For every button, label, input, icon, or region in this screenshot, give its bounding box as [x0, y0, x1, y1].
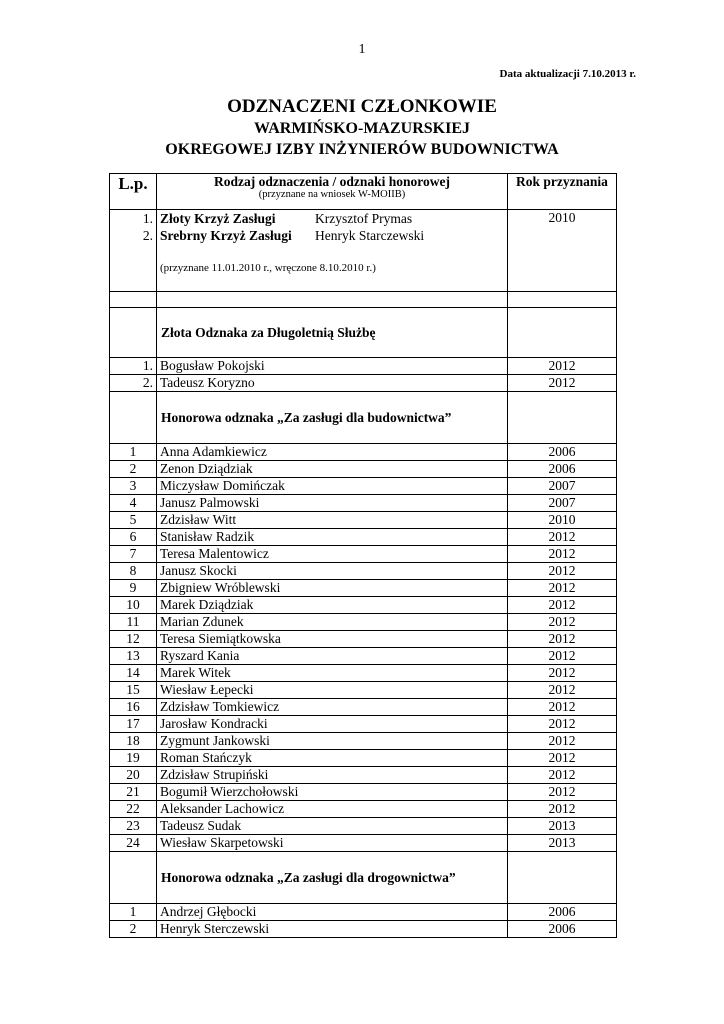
- row-year: 2012: [508, 733, 617, 750]
- row-year: 2007: [508, 495, 617, 512]
- row-name: Henryk Sterczewski: [157, 921, 508, 938]
- row-year: 2012: [508, 699, 617, 716]
- row-year: 2012: [508, 614, 617, 631]
- cross-lp-1: 1.: [142, 211, 153, 226]
- row-year: 2012: [508, 580, 617, 597]
- cross-lp-2: 2.: [142, 228, 153, 243]
- row-number: 12: [110, 631, 157, 648]
- column-header-type-note: (przyznane na wniosek W-MOIIB): [258, 189, 406, 200]
- row-number: 21: [110, 784, 157, 801]
- cross-person: Krzysztof Prymas: [315, 211, 413, 226]
- row-number: 16: [110, 699, 157, 716]
- row-name: Jarosław Kondracki: [157, 716, 508, 733]
- table-row: [110, 904, 617, 921]
- row-name: Zbigniew Wróblewski: [157, 580, 508, 597]
- table-row: [110, 546, 617, 563]
- row-year: 2012: [508, 750, 617, 767]
- row-year: 2012: [508, 529, 617, 546]
- row-year: 2012: [508, 597, 617, 614]
- column-header-year: Rok przyznania: [508, 174, 617, 210]
- row-number: 14: [110, 665, 157, 682]
- row-year: 2012: [508, 801, 617, 818]
- row-number: 2.: [110, 375, 157, 392]
- table-row: [110, 750, 617, 767]
- row-year: 2012: [508, 665, 617, 682]
- table-row: [110, 818, 617, 835]
- cross-award-cell: [157, 210, 508, 292]
- column-header-type: [157, 174, 508, 210]
- page-number: 1: [358, 42, 366, 57]
- table-header-row: [110, 174, 617, 210]
- row-name: Aleksander Lachowicz: [157, 801, 508, 818]
- row-name: Stanisław Radzik: [157, 529, 508, 546]
- row-year: 2012: [508, 375, 617, 392]
- row-number: 17: [110, 716, 157, 733]
- row-name: Zdzisław Witt: [157, 512, 508, 529]
- row-year: 2012: [508, 546, 617, 563]
- row-name: Roman Stańczyk: [157, 750, 508, 767]
- row-name: Tadeusz Koryzno: [157, 375, 508, 392]
- row-number: 15: [110, 682, 157, 699]
- row-name: Zdzisław Tomkiewicz: [157, 699, 508, 716]
- row-number: 5: [110, 512, 157, 529]
- table-row: [110, 461, 617, 478]
- table-row: [110, 716, 617, 733]
- table-row: [110, 580, 617, 597]
- cross-year: 2010: [508, 210, 617, 292]
- table-row: [110, 444, 617, 461]
- row-year: 2006: [508, 904, 617, 921]
- table-row: [110, 835, 617, 852]
- cross-of-merit-row: [110, 210, 617, 292]
- row-number: 18: [110, 733, 157, 750]
- row-year: 2006: [508, 921, 617, 938]
- row-number: 1: [110, 444, 157, 461]
- row-name: Andrzej Głębocki: [157, 904, 508, 921]
- row-number: 13: [110, 648, 157, 665]
- column-header-type-label: Rodzaj odznaczenia / odznaki honorowej: [213, 174, 450, 189]
- row-year: 2012: [508, 784, 617, 801]
- row-year: 2012: [508, 631, 617, 648]
- row-number: 4: [110, 495, 157, 512]
- table-row: [110, 614, 617, 631]
- cross-award-note: (przyznane 11.01.2010 r., wręczone 8.10.2010 r.): [160, 262, 376, 274]
- row-name: Wiesław Skarpetowski: [157, 835, 508, 852]
- row-number: 1.: [110, 358, 157, 375]
- row-name: Bogumił Wierzchołowski: [157, 784, 508, 801]
- row-number: 10: [110, 597, 157, 614]
- row-number: 6: [110, 529, 157, 546]
- table-row: [110, 358, 617, 375]
- row-name: Marian Zdunek: [157, 614, 508, 631]
- row-year: 2012: [508, 767, 617, 784]
- row-year: 2010: [508, 512, 617, 529]
- row-number: 3: [110, 478, 157, 495]
- row-name: Ryszard Kania: [157, 648, 508, 665]
- row-name: Zygmunt Jankowski: [157, 733, 508, 750]
- table-row: [110, 767, 617, 784]
- row-number: 2: [110, 461, 157, 478]
- row-year: 2006: [508, 444, 617, 461]
- section-header-construction: [110, 392, 617, 444]
- cross-award-name: Srebrny Krzyż Zasługi: [160, 228, 292, 243]
- section-title-construction: Honorowa odznaka „Za zasługi dla budownictwa”: [157, 392, 508, 444]
- update-date: Data aktualizacji 7.10.2013 r.: [499, 68, 636, 80]
- row-year: 2012: [508, 682, 617, 699]
- table-row: [110, 682, 617, 699]
- row-name: Tadeusz Sudak: [157, 818, 508, 835]
- table-row: [110, 597, 617, 614]
- page-subtitle-region: WARMIŃSKO-MAZURSKIEJ: [253, 120, 470, 137]
- table-row: [110, 478, 617, 495]
- table-row: [110, 801, 617, 818]
- table-row: [110, 648, 617, 665]
- row-number: 22: [110, 801, 157, 818]
- row-number: 23: [110, 818, 157, 835]
- row-year: 2012: [508, 716, 617, 733]
- cross-entry: [160, 227, 504, 244]
- table-row: [110, 921, 617, 938]
- cross-lp-cell: [110, 210, 157, 292]
- page-title: ODZNACZENI CZŁONKOWIE: [227, 96, 497, 117]
- row-number: 20: [110, 767, 157, 784]
- table-row: [110, 665, 617, 682]
- row-number: 9: [110, 580, 157, 597]
- spacer-row: [110, 292, 617, 308]
- row-name: Teresa Siemiątkowska: [157, 631, 508, 648]
- row-name: Bogusław Pokojski: [157, 358, 508, 375]
- table-row: [110, 375, 617, 392]
- row-year: 2012: [508, 648, 617, 665]
- row-name: Teresa Malentowicz: [157, 546, 508, 563]
- cross-entry: [160, 210, 504, 227]
- page-subtitle-chamber: OKREGOWEJ IZBY INŻYNIERÓW BUDOWNICTWA: [165, 141, 559, 158]
- table-row: [110, 784, 617, 801]
- row-number: 11: [110, 614, 157, 631]
- row-name: Anna Adamkiewicz: [157, 444, 508, 461]
- row-year: 2013: [508, 835, 617, 852]
- table-row: [110, 529, 617, 546]
- table-row: [110, 495, 617, 512]
- row-year: 2012: [508, 358, 617, 375]
- row-year: 2013: [508, 818, 617, 835]
- column-header-lp: L.p.: [110, 174, 157, 210]
- row-number: 19: [110, 750, 157, 767]
- row-name: Janusz Palmowski: [157, 495, 508, 512]
- row-year: 2012: [508, 563, 617, 580]
- row-name: Miczysław Domińczak: [157, 478, 508, 495]
- row-number: 8: [110, 563, 157, 580]
- row-name: Marek Witek: [157, 665, 508, 682]
- row-number: 2: [110, 921, 157, 938]
- table-row: [110, 631, 617, 648]
- table-row: [110, 563, 617, 580]
- section-header-roads: [110, 852, 617, 904]
- row-year: 2006: [508, 461, 617, 478]
- awards-table: [109, 173, 617, 938]
- table-row: [110, 699, 617, 716]
- row-name: Zdzisław Strupiński: [157, 767, 508, 784]
- row-number: 7: [110, 546, 157, 563]
- row-year: 2007: [508, 478, 617, 495]
- section-header-service: [110, 308, 617, 358]
- row-name: Zenon Dziądziak: [157, 461, 508, 478]
- row-name: Wiesław Łepecki: [157, 682, 508, 699]
- row-name: Janusz Skocki: [157, 563, 508, 580]
- section-title-service: Złota Odznaka za Długoletnią Służbę: [157, 308, 508, 358]
- table-row: [110, 512, 617, 529]
- cross-person: Henryk Starczewski: [315, 228, 425, 243]
- row-name: Marek Dziądziak: [157, 597, 508, 614]
- row-number: 24: [110, 835, 157, 852]
- section-title-roads: Honorowa odznaka „Za zasługi dla drogownictwa”: [157, 852, 508, 904]
- table-row: [110, 733, 617, 750]
- cross-award-name: Złoty Krzyż Zasługi: [160, 211, 276, 226]
- row-number: 1: [110, 904, 157, 921]
